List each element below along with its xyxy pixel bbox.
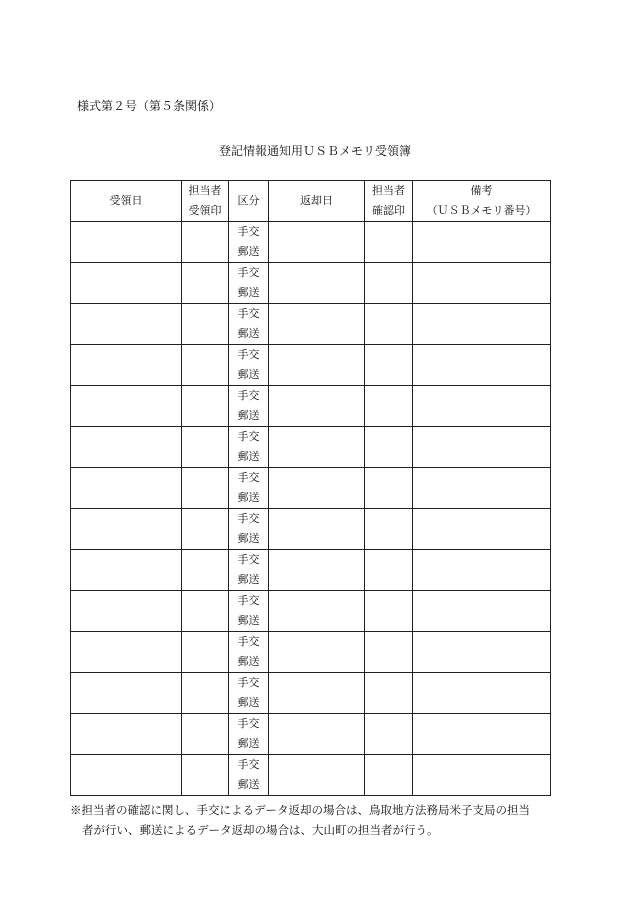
method-option-mail[interactable]: 郵送 [237,655,260,668]
return-date-cell[interactable] [269,632,365,673]
table-row [71,304,551,345]
received-date-cell[interactable] [71,304,182,345]
method-option-mail[interactable]: 郵送 [237,327,260,340]
received-date-cell[interactable] [71,468,182,509]
remarks-cell[interactable] [413,304,551,345]
method-option-hand[interactable]: 手交 [237,307,260,320]
table-row [71,591,551,632]
method-option-hand[interactable]: 手交 [237,512,260,525]
received-date-cell[interactable] [71,386,182,427]
method-option-mail[interactable]: 郵送 [237,491,260,504]
remarks-cell[interactable] [413,673,551,714]
table-row [71,222,551,263]
staff-confirm-seal-cell[interactable] [365,222,413,263]
staff-confirm-seal-cell[interactable] [365,755,413,796]
return-date-cell[interactable] [269,386,365,427]
table-row [71,755,551,796]
table-row [71,632,551,673]
staff-confirm-seal-cell[interactable] [365,591,413,632]
staff-receipt-seal-cell[interactable] [182,673,229,714]
return-date-cell[interactable] [269,427,365,468]
footnote-line-2: 者が行い、郵送によるデータ返却の場合は、大山町の担当者が行う。 [82,823,439,837]
category-cell[interactable] [229,509,269,550]
method-option-hand[interactable]: 手交 [237,225,260,238]
staff-receipt-seal-cell[interactable] [182,427,229,468]
return-date-cell[interactable] [269,263,365,304]
remarks-cell[interactable] [413,550,551,591]
return-date-cell[interactable] [269,591,365,632]
table-header-row [71,181,551,222]
return-date-cell[interactable] [269,468,365,509]
remarks-cell[interactable] [413,222,551,263]
return-date-cell[interactable] [269,345,365,386]
staff-receipt-seal-cell[interactable] [182,509,229,550]
table-row [71,427,551,468]
staff-receipt-seal-cell[interactable] [182,345,229,386]
staff-receipt-seal-cell[interactable] [182,386,229,427]
return-date-cell[interactable] [269,509,365,550]
staff-confirm-seal-cell[interactable] [365,386,413,427]
staff-receipt-seal-cell[interactable] [182,755,229,796]
received-date-cell[interactable] [71,632,182,673]
header-staff-receipt-line2: 受領印 [188,204,222,217]
method-option-hand[interactable]: 手交 [237,676,260,689]
table-body [71,222,551,796]
usb-ledger-table [70,180,551,796]
method-option-mail[interactable]: 郵送 [237,696,260,709]
received-date-cell[interactable] [71,263,182,304]
category-cell[interactable] [229,673,269,714]
method-option-mail[interactable]: 郵送 [237,573,260,586]
method-option-mail[interactable]: 郵送 [237,737,260,750]
category-cell[interactable] [229,550,269,591]
received-date-cell[interactable] [71,222,182,263]
method-option-mail[interactable]: 郵送 [237,245,260,258]
table-row [71,550,551,591]
received-date-cell[interactable] [71,755,182,796]
table-row [71,673,551,714]
received-date-cell[interactable] [71,427,182,468]
header-staff-confirm-seal [365,181,413,222]
method-option-mail[interactable]: 郵送 [237,614,260,627]
category-cell[interactable] [229,468,269,509]
header-category: 区分 [229,181,269,222]
return-date-cell[interactable] [269,222,365,263]
staff-confirm-seal-cell[interactable] [365,673,413,714]
header-return-date: 返却日 [269,181,365,222]
remarks-cell[interactable] [413,755,551,796]
header-remarks [413,181,551,222]
staff-receipt-seal-cell[interactable] [182,714,229,755]
header-staff-receipt-line1: 担当者 [188,184,222,197]
remarks-cell[interactable] [413,386,551,427]
staff-receipt-seal-cell[interactable] [182,550,229,591]
staff-confirm-seal-cell[interactable] [365,714,413,755]
table-row [71,386,551,427]
header-staff-confirm-line1: 担当者 [372,184,405,197]
staff-confirm-seal-cell[interactable] [365,468,413,509]
method-option-hand[interactable]: 手交 [237,553,260,566]
remarks-cell[interactable] [413,509,551,550]
table-row [71,509,551,550]
header-staff-confirm-line2: 確認印 [372,204,405,217]
method-option-mail[interactable]: 郵送 [237,409,260,422]
method-option-mail[interactable]: 郵送 [237,778,260,791]
method-option-mail[interactable]: 郵送 [237,450,260,463]
received-date-cell[interactable] [71,673,182,714]
method-option-hand[interactable]: 手交 [237,758,260,771]
received-date-cell[interactable] [71,714,182,755]
category-cell[interactable] [229,755,269,796]
staff-receipt-seal-cell[interactable] [182,632,229,673]
return-date-cell[interactable] [269,550,365,591]
method-option-hand[interactable]: 手交 [237,471,260,484]
return-date-cell[interactable] [269,714,365,755]
table-row [71,263,551,304]
remarks-cell[interactable] [413,468,551,509]
staff-confirm-seal-cell[interactable] [365,304,413,345]
staff-receipt-seal-cell[interactable] [182,468,229,509]
return-date-cell[interactable] [269,673,365,714]
received-date-cell[interactable] [71,345,182,386]
staff-confirm-seal-cell[interactable] [365,263,413,304]
received-date-cell[interactable] [71,591,182,632]
return-date-cell[interactable] [269,304,365,345]
method-option-mail[interactable]: 郵送 [237,532,260,545]
header-received-date: 受領日 [71,181,182,222]
category-cell[interactable] [229,632,269,673]
category-cell[interactable] [229,386,269,427]
received-date-cell[interactable] [71,550,182,591]
method-option-hand[interactable]: 手交 [237,389,260,402]
received-date-cell[interactable] [71,509,182,550]
staff-receipt-seal-cell[interactable] [182,304,229,345]
category-cell[interactable] [229,263,269,304]
method-option-hand[interactable]: 手交 [237,594,260,607]
staff-confirm-seal-cell[interactable] [365,345,413,386]
method-option-hand[interactable]: 手交 [237,635,260,648]
staff-confirm-seal-cell[interactable] [365,632,413,673]
staff-receipt-seal-cell[interactable] [182,222,229,263]
method-option-mail[interactable]: 郵送 [237,368,260,381]
header-remarks-line1: 備考 [470,184,493,197]
footnote [70,800,570,840]
remarks-cell[interactable] [413,345,551,386]
table-row [71,345,551,386]
remarks-cell[interactable] [413,263,551,304]
table-row [71,468,551,509]
staff-confirm-seal-cell[interactable] [365,427,413,468]
header-remarks-line2: （ＵＳＢメモリ番号） [426,204,537,217]
page-title: 登記情報通知用ＵＳＢメモリ受領簿 [218,144,411,158]
category-cell[interactable] [229,591,269,632]
staff-receipt-seal-cell[interactable] [182,263,229,304]
header-staff-receipt-seal [182,181,229,222]
method-option-hand[interactable]: 手交 [237,266,260,279]
remarks-cell[interactable] [413,591,551,632]
staff-receipt-seal-cell[interactable] [182,591,229,632]
remarks-cell[interactable] [413,427,551,468]
category-cell[interactable] [229,304,269,345]
form-number: 様式第２号（第５条関係） [77,99,222,113]
return-date-cell[interactable] [269,755,365,796]
remarks-cell[interactable] [413,632,551,673]
footnote-line-1: ※担当者の確認に関し、手交によるデータ返却の場合は、鳥取地方法務局米子支局の担当 [70,803,530,817]
category-cell[interactable] [229,222,269,263]
remarks-cell[interactable] [413,714,551,755]
method-option-hand[interactable]: 手交 [237,430,260,443]
table-row [71,714,551,755]
category-cell[interactable] [229,427,269,468]
category-cell[interactable] [229,345,269,386]
staff-confirm-seal-cell[interactable] [365,550,413,591]
method-option-hand[interactable]: 手交 [237,348,260,361]
category-cell[interactable] [229,714,269,755]
method-option-mail[interactable]: 郵送 [237,286,260,299]
staff-confirm-seal-cell[interactable] [365,509,413,550]
method-option-hand[interactable]: 手交 [237,717,260,730]
